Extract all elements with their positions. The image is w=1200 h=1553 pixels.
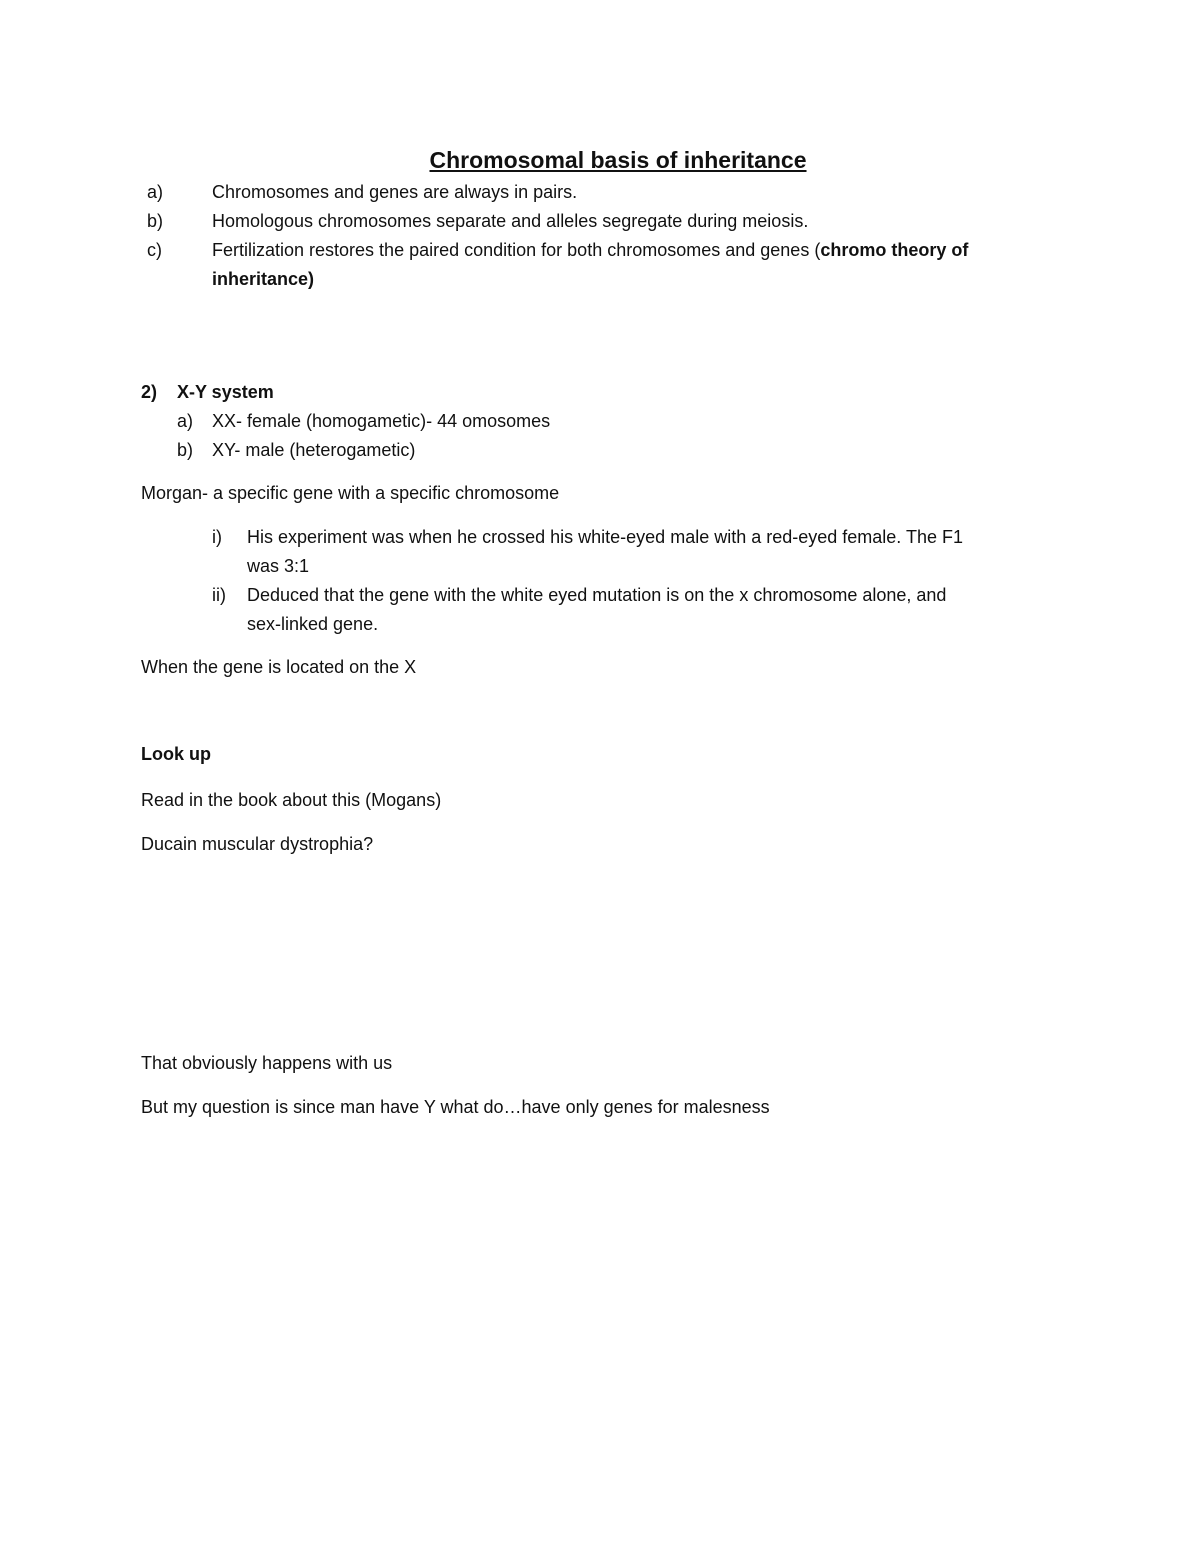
list-item: XY- male (heterogametic) [212,440,416,460]
list-item: His experiment was when he crossed his white-eyed male with a red-eyed female. The F1 [247,527,964,547]
list-item: Homologous chromosomes separate and alleles segregate during meiosis. [212,211,809,231]
list-item [212,239,968,261]
list-item-continuation: inheritance) [212,269,315,289]
paragraph: That obviously happens with us [141,1053,393,1073]
paragraph: Morgan- a specific gene with a specific chromosome [141,483,560,503]
list-marker: ii) [212,585,226,605]
list-marker: b) [147,211,164,231]
list-marker: a) [177,411,194,431]
list-marker: c) [147,240,162,260]
list-marker: i) [212,527,222,547]
list-item-bold: chromo theory of [820,240,969,260]
list-marker: b) [177,440,194,460]
list-item-continuation: sex-linked gene. [247,614,379,634]
list-item: Chromosomes and genes are always in pairs. [212,182,578,202]
paragraph: Ducain muscular dystrophia? [141,834,374,854]
section-heading: X-Y system [177,382,274,402]
section-number: 2) [141,382,158,402]
section-heading: Look up [141,744,211,764]
paragraph: Read in the book about this (Mogans) [141,790,442,810]
list-marker: a) [147,182,164,202]
paragraph: When the gene is located on the X [141,657,417,677]
list-item: XX- female (homogametic)- 44 omosomes [212,411,551,431]
paragraph: But my question is since man have Y what do…have only genes for malesness [141,1097,770,1117]
list-item-continuation: was 3:1 [247,556,310,576]
list-item-text: Fertilization restores the paired condition for both chromosomes and genes ( [212,240,821,260]
list-item: Deduced that the gene with the white eyed mutation is on the x chromosome alone, and [247,585,947,605]
page-title: Chromosomal basis of inheritance [429,147,807,173]
